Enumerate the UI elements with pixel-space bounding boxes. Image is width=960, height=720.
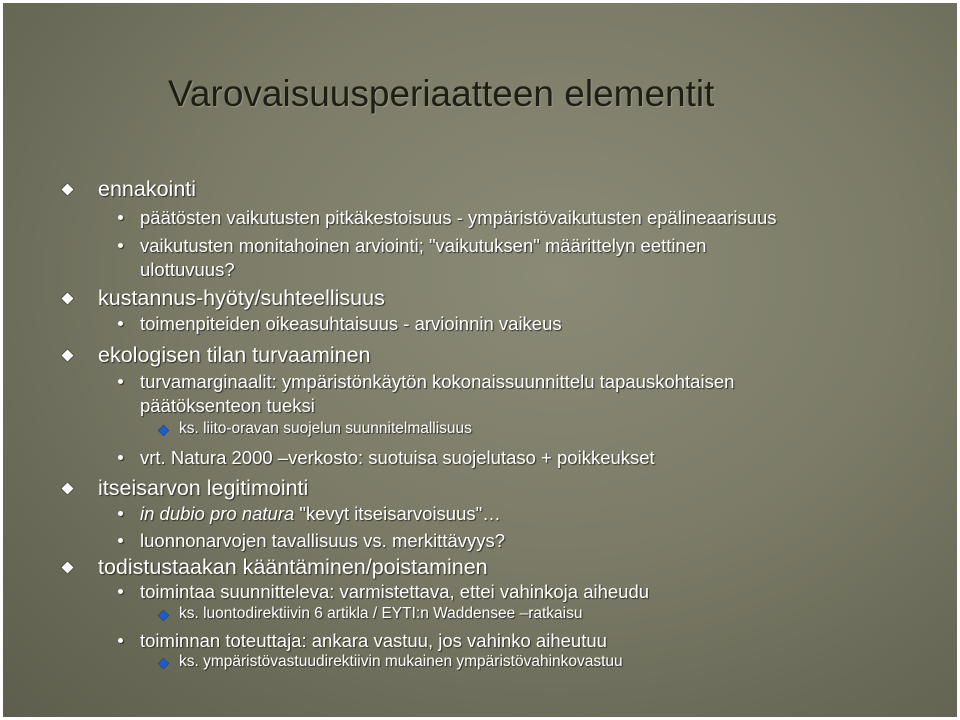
bullet-level1-text: ennakointi: [98, 177, 197, 201]
bullet-level3-text: ks. luontodirektiivin 6 artikla / EYTI:n Waddensee –ratkaisu: [179, 605, 583, 622]
blue-diamond-icon: [158, 658, 169, 669]
bullet-level3-text: ks. liito-oravan suojelun suunnitelmallisuus: [179, 420, 472, 437]
blue-diamond-icon: [158, 425, 169, 436]
white-diamond-icon: [61, 482, 74, 495]
bullet-level2-text: turvamarginaalit: ympäristönkäytön kokonaissuunnittelu tapauskohtaisen: [140, 371, 735, 392]
dot-icon: [118, 538, 123, 543]
dot-icon: [118, 321, 123, 326]
white-diamond-icon: [61, 183, 74, 196]
bullet-level2-text-continued: päätöksenteon tueksi: [140, 395, 315, 416]
bullet-level2-text: päätösten vaikutusten pitkäkestoisuus - ympäristövaikutusten epälineaarisuus: [140, 207, 777, 228]
bullet-level1-text: ekologisen tilan turvaaminen: [98, 343, 371, 367]
white-diamond-icon: [61, 292, 74, 305]
dot-icon: [118, 455, 123, 460]
white-diamond-icon: [61, 561, 74, 574]
dot-icon: [118, 379, 123, 384]
bullet-level2-text: toiminnan toteuttaja: ankara vastuu, jos vahinko aiheutuu: [140, 630, 607, 651]
bullet-level1-text: kustannus-hyöty/suhteellisuus: [98, 286, 385, 310]
dot-icon: [118, 243, 123, 248]
bullet-level2-text: vaikutusten monitahoinen arviointi; "vaikutuksen" määrittelyn eettinen: [140, 235, 707, 256]
dot-icon: [118, 589, 123, 594]
bullet-level3-text: ks. ympäristövastuudirektiivin mukainen ympäristövahinkovastuu: [179, 653, 623, 670]
bullet-level2-text: vrt. Natura 2000 –verkosto: suotuisa suojelutaso + poikkeukset: [140, 447, 655, 468]
slide-title: Varovaisuusperiaatteen elementit: [168, 73, 715, 114]
bullet-level2-text-line: [140, 503, 501, 525]
white-diamond-icon: [61, 349, 74, 362]
slide: [3, 3, 957, 717]
bullet-level2-text: toimintaa suunnitteleva: varmistettava, ettei vahinkoja aiheudu: [140, 581, 650, 602]
dot-icon: [118, 638, 123, 643]
dot-icon: [118, 215, 123, 220]
bullet-level2-text-continued: ulottuvuus?: [140, 259, 235, 280]
bullet-level1-text: todistustaakan kääntäminen/poistaminen: [98, 555, 488, 579]
latin-phrase: in dubio pro natura: [140, 503, 295, 524]
bullet-level1-text: itseisarvon legitimointi: [98, 476, 309, 500]
bullet-level2-text: luonnonarvojen tavallisuus vs. merkittävyys?: [140, 530, 506, 551]
bullet-level2-text: "kevyt itseisarvoisuus"…: [294, 503, 501, 524]
dot-icon: [118, 511, 123, 516]
blue-diamond-icon: [158, 610, 169, 621]
bullet-level2-text: toimenpiteiden oikeasuhtaisuus - arvioinnin vaikeus: [140, 313, 562, 334]
